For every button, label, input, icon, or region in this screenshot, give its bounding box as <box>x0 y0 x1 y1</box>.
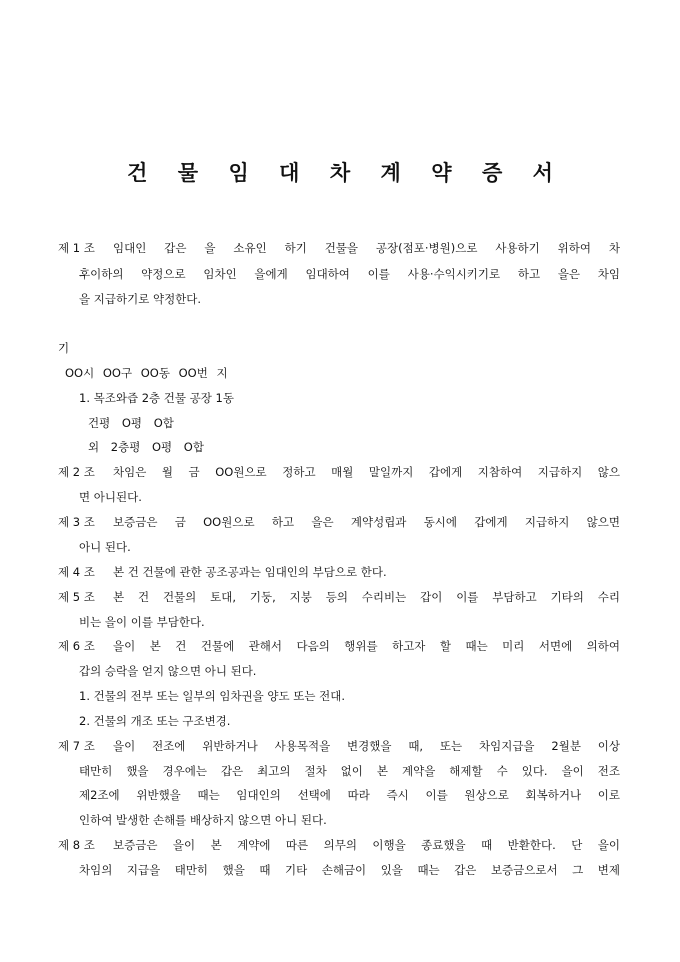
article-1-head: 제 1 조 <box>58 241 95 255</box>
article-7-head: 제 7 조 <box>58 739 95 753</box>
article-2-line-2: 면 아니된다. <box>79 490 142 504</box>
property-second-floor-area: 외 2층평 O평 O합 <box>88 440 204 454</box>
article-3-line-2: 아니 된다. <box>79 540 131 554</box>
article-5-line-2: 비는 을이 이를 부담한다. <box>79 615 205 629</box>
article-3-head: 제 3 조 <box>58 515 95 529</box>
article-6-item-1: 1. 건물의 전부 또는 일부의 임차권을 양도 또는 전대. <box>79 689 346 703</box>
article-1-line-3: 을 지급하기로 약정한다. <box>79 292 202 306</box>
article-2-head: 제 2 조 <box>58 465 95 479</box>
article-1-line-2: 후이하의 약정으로 임차인 을에게 임대하여 이를 사용·수익시키기로 하고 을은 차임 <box>79 267 620 281</box>
article-8-line-1: 보증금은 을이 본 계약에 따른 의무의 이행을 종료했을 때 반환한다. 단 을이 <box>113 838 620 852</box>
article-1-line-1: 임대인 갑은 을 소유인 하기 건물을 공장(점포·병원)으로 사용하기 위하여 차 <box>113 241 620 255</box>
article-7-line-3: 제2조에 위반했을 때는 임대인의 선택에 따라 즉시 이를 원상으로 회복하거나 이로 <box>79 788 620 802</box>
article-5-head: 제 5 조 <box>58 590 95 604</box>
article-7-line-1: 을이 전조에 위반하거나 사용목적을 변경했을 때, 또는 차임지급을 2월분 이상 <box>113 739 620 753</box>
article-7-line-2: 태만히 했을 경우에는 갑은 최고의 절차 없이 본 계약을 해제할 수 있다. 을이 전조 <box>79 764 620 778</box>
article-8-head: 제 8 조 <box>58 838 95 852</box>
page-title: 건 물 임 대 차 계 약 증 서 <box>127 160 565 185</box>
gi-label: 기 <box>58 341 70 355</box>
article-5-line-1: 본 건 건물의 토대, 기둥, 지붕 등의 수리비는 갑이 이를 부담하고 기타의 수리 <box>113 590 620 604</box>
property-address: OO시 OO구 OO동 OO번 지 <box>65 366 228 380</box>
property-floor-area: 건평 O평 O합 <box>88 416 174 430</box>
article-4-head: 제 4 조 <box>58 565 95 579</box>
article-7-line-4: 인하여 발생한 손해를 배상하지 않으면 아니 된다. <box>79 813 327 827</box>
article-8-line-2: 차임의 지급을 태만히 했을 때 기타 손해금이 있을 때는 갑은 보증금으로서 그 변제 <box>79 863 620 877</box>
article-6-head: 제 6 조 <box>58 639 95 653</box>
article-6-line-2: 갑의 승락을 얻지 않으면 아니 된다. <box>79 664 257 678</box>
article-6-line-1: 을이 본 건 건물에 관해서 다음의 행위를 하고자 할 때는 미리 서면에 의하여 <box>113 639 620 653</box>
article-3-line-1: 보증금은 금 OO원으로 하고 을은 계약성립과 동시에 갑에게 지급하지 않으면 <box>113 515 620 529</box>
article-4-line-1: 본 건 건물에 관한 공조공과는 임대인의 부담으로 한다. <box>113 565 387 579</box>
article-2-line-1: 차임은 월 금 OO원으로 정하고 매월 말일까지 갑에게 지참하여 지급하지 않으 <box>113 465 620 479</box>
article-6-item-2: 2. 건물의 개조 또는 구조변경. <box>79 714 231 728</box>
property-item-1: 1. 목조와즙 2층 건물 공장 1동 <box>79 391 234 405</box>
